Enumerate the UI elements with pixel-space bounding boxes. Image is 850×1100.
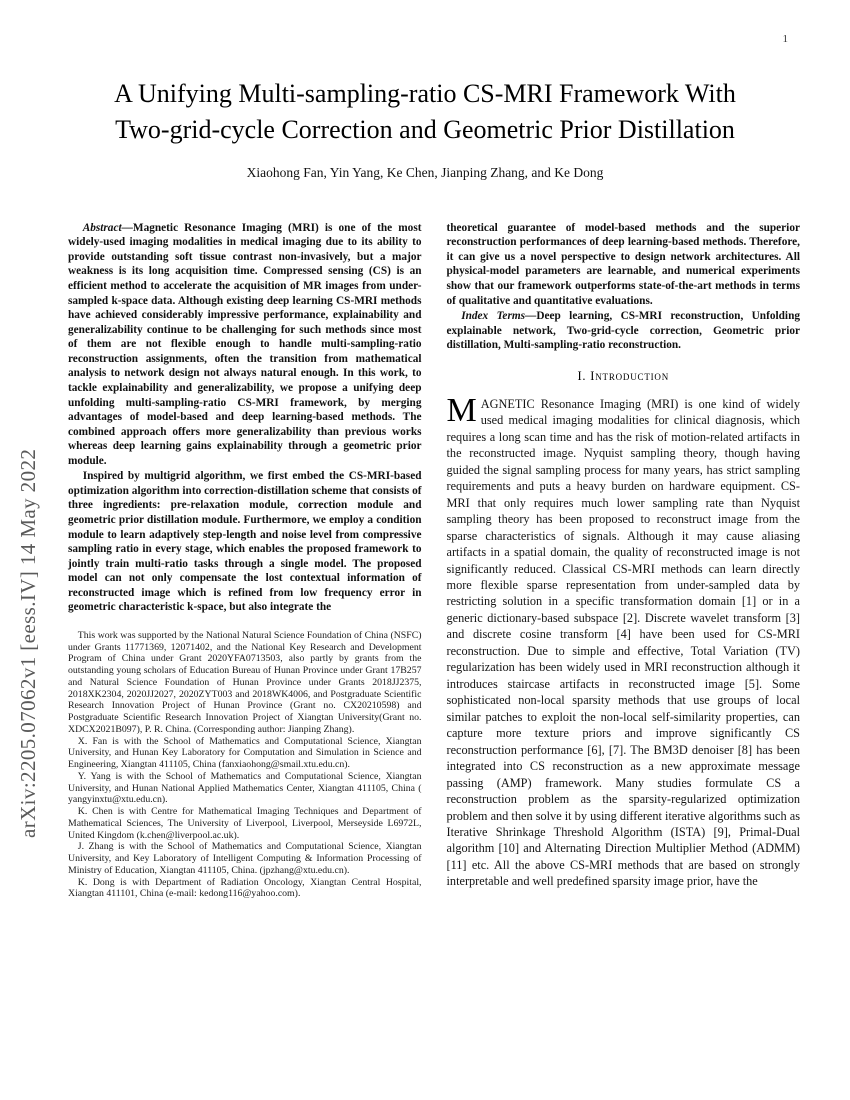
left-column <box>68 221 422 900</box>
dropcap-letter-m: M <box>446 391 477 429</box>
index-terms-label: Index Terms— <box>461 310 537 323</box>
footnote-author-zhang: J. Zhang is with the School of Mathematics and Computational Science, Xiangtan University, and Key Laboratory of Intelligent Computing & Information Processing of Ministry of Education, Xiangtan 411105, China. (jpzhang@xtu.edu.cn). <box>68 841 422 876</box>
paper-header <box>0 76 850 181</box>
footnote-author-dong: K. Dong is with Department of Radiation Oncology, Xiangtan Central Hospital, Xiangtan 411101, China (e-mail: kedong116@yahoo.com). <box>68 876 422 900</box>
footnotes-block <box>68 630 422 900</box>
abstract-paragraph-1 <box>68 221 422 469</box>
two-column-body <box>0 221 850 900</box>
introduction-paragraph <box>446 391 801 890</box>
abstract-text-1: Magnetic Resonance Imaging (MRI) is one of the most widely-used imaging modalities in medical imaging due to its ability to provide outstanding soft tissue contrast non-invasively, but a major weakness is its long acquisition time. Compressed sensing (CS) is an efficient method to accelerate the acquisition of MR images from under-sampled k-space data. Although existing deep learning CS-MRI methods have achieved considerably impressive performance, explainability and generalizability continue to be challenging for such methods since most of them are not flexible enough to handle multi-sampling-ratio reconstruction assignments, often the transition from mathematical analysis to network design not always natural enough. In this work, to tackle explainability and generalizability, we propose a unifying deep unfolding multi-sampling-ratio CS-MRI framework, by merging advantages of model-based and deep learning-based methods. The combined approach offers more generalizability than previous works whereas deep learning gains explainability through a geometric prior module. <box>68 221 422 467</box>
footnote-author-chen: K. Chen is with Centre for Mathematical Imaging Techniques and Department of Mathematical Sciences, The University of Liverpool, Liverpool, Merseyside L6972L, United Kingdom (k.chen@liverpool.ac.uk). <box>68 806 422 841</box>
abstract-continuation: theoretical guarantee of model-based methods and the superior reconstruction performances of deep learning-based methods. Therefore, it can give us a novel perspective to design network architectures. All physical-model parameters are learnable, and numerical experiments show that our framework outperforms state-of-the-art methods in terms of qualitative and quantitative evaluations. <box>446 221 800 307</box>
page-number: 1 <box>782 33 788 45</box>
footnote-author-fan: X. Fan is with the School of Mathematics and Computational Science, Xiangtan University, and Hunan Key Laboratory for Computation and Simulation in Science and Engineering, Xiangtan 411105, China (fanxiaohong@smail.xtu.edu.cn). <box>68 735 422 771</box>
abstract-paragraph-2: Inspired by multigrid algorithm, we first embed the CS-MRI-based optimization algorithm into correction-distillation scheme that consists of three ingredients: pre-relaxation module, correction module and geometric prior distillation module. Furthermore, we employ a condition module to learn adaptively step-length and noise level from compressive sampling ratio in every stage, which enables the proposed framework to jointly train multi-ratio tasks through a single model. The proposed model can not only compensate the lost contextual information of reconstructed image which is refined from low frequency error in geometric characteristic k-space, but also integrate the <box>68 470 422 614</box>
footnote-author-yang: Y. Yang is with the School of Mathematics and Computational Science, Xiangtan University, and Hunan National Applied Mathematics Center, Xiangtan 411105, China ( yangyinxtu@xtu.edu.cn). <box>68 770 422 806</box>
paper-authors: Xiaohong Fan, Yin Yang, Ke Chen, Jianping Zhang, and Ke Dong <box>246 164 604 180</box>
index-terms-paragraph <box>447 309 801 353</box>
section-heading-introduction: I. Introduction <box>577 368 670 383</box>
arxiv-watermark: arXiv:2205.07062v1 [eess.IV] 14 May 2022 <box>16 448 40 838</box>
paper-title: A Unifying Multi-sampling-ratio CS-MRI Framework With Two-grid-cycle Correction and Geometric Prior Distillation <box>114 79 736 144</box>
index-terms-text: Deep learning, CS-MRI reconstruction, Unfolding explainable network, Two-grid-cycle correction, Geometric prior distillation, Multi-sampling-ratio reconstruction. <box>446 310 800 352</box>
abstract-label: Abstract— <box>82 221 133 234</box>
introduction-text: AGNETIC Resonance Imaging (MRI) is one kind of widely used medical imaging modalities for clinical diagnosis, which requires a long scan time and has the risk of motion-related artifacts in the reconstructed image. Nyquist sampling theory, though having guided the signal sampling process for many years, has strict sampling requirements and puts a heavy burden on hardware equipment. CS-MRI that only requires much lower sampling rate than Nyquist sampling theory has been proposed to reconstruct image from the sparse characteristics of signals. Although it may cause aliasing artifacts in a spatial domain, the quality of reconstructed image is not significantly reduced. Classical CS-MRI methods can learn directly more flexible sparse representation from under-sampled data by restricting solution in a specific transformation domain [1] or in a generic dictionary-based subspace [2]. Discrete wavelet transform [3] and discrete cosine transform [4] have been used for CS-MRI reconstruction. Due to simple and effective, Total Variation (TV) regularization has been widely used in MRI reconstruction although it introduces staircase artifacts in reconstructed image [5]. Some sophisticated non-local sparsity methods that use groups of local similar patches to exploit the non-local self-similarity properties, can capture more texture priors and improve significantly CS reconstruction performance [6], [7]. The BM3D denoiser [8] has been integrated into CS reconstruction as a new approximate message passing (AMP) framework. Many studies formulate CS a reconstruction problem as the sparsity-regularized optimization problem and then solve it by using different iterative algorithms such as Iterative Shrinkage Threshold Algorithm (ISTA) [9], Primal-Dual algorithm [10] and Alternating Direction Multiplier Method (ADMM) [11] etc. All the above CS-MRI methods that are based on strongly interpretable and well predefined sparsity image prior, have the <box>446 396 800 889</box>
footnote-funding: This work was supported by the National Natural Science Foundation of China (NSFC) under Grants 11771369, 12071402, and the National Key Research and Development Program of China under Grant 2020YFA0713503, also partly by grants from the outstanding young scholars of Education Bureau of Hunan Province under Grant 17B257 and Natural Science Foundation of Hunan Province under Grants 2018JJ2375, 2018XK2304, 2020JJ2027, 2020ZYT003 and 2018WK4006, and Postgraduate Scientific Research Innovation Project of Hunan Province (Grant no. CX20210598) and Postgraduate Scientific Research Innovation Project of Xiangtan University(Grant no. XDCX2021B097), P. R. China. (Corresponding author: Jianping Zhang). <box>68 629 422 735</box>
right-column <box>447 221 801 900</box>
